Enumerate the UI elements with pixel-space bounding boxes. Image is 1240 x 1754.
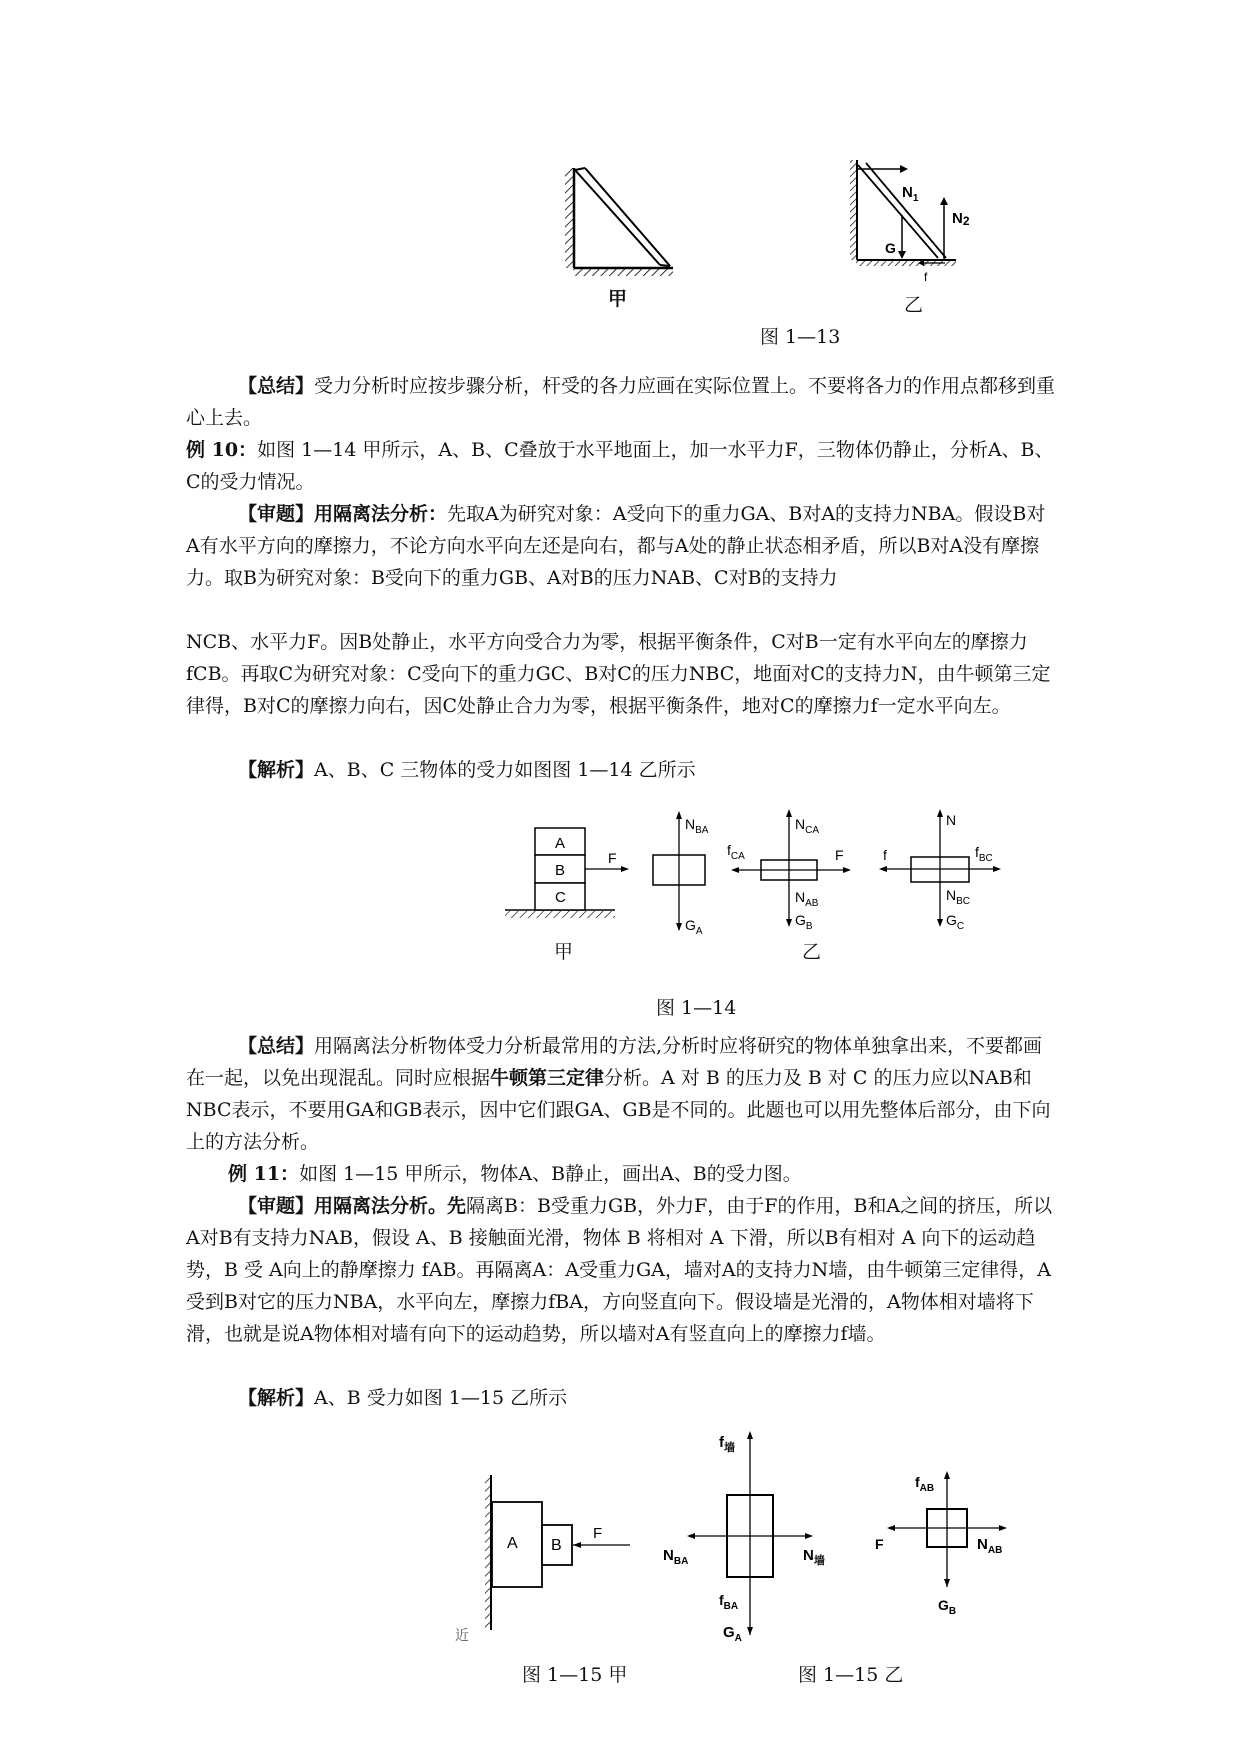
summary-1-text: 受力分析时应按步骤分析，杆受的各力应画在实际位置上。不要将各力的作用点都移到重心上去。 bbox=[186, 375, 1056, 429]
label-n1: $N_1$ bbox=[902, 184, 919, 204]
label-n-c: N bbox=[946, 812, 957, 828]
label-fbc: $f_{BC}$ bbox=[975, 844, 993, 864]
label-nba: $N_{BA}$ bbox=[685, 816, 709, 836]
force-f-15: F bbox=[593, 1525, 603, 1542]
figure-1-13-label-jia: 甲 bbox=[608, 288, 628, 310]
figure-1-14 bbox=[505, 805, 1025, 965]
review-11-bold: 用隔离法分析。先 bbox=[314, 1195, 467, 1217]
label-f-c: f bbox=[883, 847, 887, 863]
label-ga: $G_A$ bbox=[685, 917, 703, 937]
figure-1-15-caption-jia: 图 1—15 甲 bbox=[522, 1664, 628, 1686]
label-fq: $f_墙$ bbox=[719, 1434, 735, 1454]
analysis-11-text: A、B 受力如图 1—15 乙所示 bbox=[314, 1387, 568, 1409]
figure-1-15-jia bbox=[455, 1470, 640, 1650]
summary-1-tag: 【总结】 bbox=[238, 375, 315, 397]
example-10 bbox=[186, 434, 1056, 498]
example-10-text: 如图 1—14 甲所示，A、B、C叠放于水平地面上，加一水平力F，三物体仍静止，分析A、B、C的受力情况。 bbox=[186, 439, 1054, 493]
label-f-15b: F bbox=[875, 1536, 884, 1552]
label-gc: $G_C$ bbox=[946, 912, 965, 932]
label-nba-15: $N_{BA}$ bbox=[663, 1547, 689, 1567]
review-10-text2: NCB、水平力F。因B处静止，水平方向受合力为零，根据平衡条件，C对B一定有水平向左的摩擦力 fCB。再取C为研究对象：C受向下的重力GC、B对C的压力NBC，地面对C的支持力N，由牛顿第三定律得，B对C的摩擦力向右，因C处静止合力为零，根据平衡条件，地对C的摩擦力f一定水平向左。 bbox=[186, 631, 1051, 717]
analysis-10 bbox=[186, 754, 1056, 786]
label-g: G bbox=[885, 240, 896, 256]
label-nq: $N_墙$ bbox=[803, 1547, 825, 1567]
figure-1-14-caption: 图 1—14 bbox=[656, 997, 737, 1019]
example-10-tag: 例 10： bbox=[186, 439, 258, 461]
example-11 bbox=[186, 1158, 1056, 1190]
figure-1-15-yi bbox=[655, 1425, 1040, 1645]
example-11-text: 如图 1—15 甲所示，物体A、B静止，画出A、B的受力图。 bbox=[299, 1163, 802, 1185]
figure-1-13-caption: 图 1—13 bbox=[760, 326, 841, 348]
review-11-text: 隔离B：B受重力GB，外力F，由于F的作用，B和A之间的挤压，所以A对B有支持力NAB，假设 A、B 接触面光滑，物体 B 将相对 A 下滑，所以B有相对 A 向下的运动趋势，B 受 A向上的静摩擦力 fAB。再隔离A：A受重力GA，墙对A的支持力N墙，由牛顿第三定律得，A受到B对它的压力NBA，水平向左，摩擦力fBA，方向竖直向下。假设墙是光滑的，A物体相对墙将下滑，也就是说A物体相对墙有向下的运动趋势，所以墙对A有竖直向上的摩擦力f墙。 bbox=[186, 1195, 1053, 1345]
review-10-text: 先取A为研究对象：A受向下的重力GA、B对A的支持力NBA。假设B对A有水平方向的摩擦力，不论方向水平向左还是向右，都与A处的静止状态相矛盾，所以B对A没有摩擦力。取B为研究对象：B受向下的重力GB、A对B的压力NAB、C对B的支持力 bbox=[186, 503, 1046, 589]
block-a: A bbox=[555, 835, 566, 852]
label-nbc: $N_{BC}$ bbox=[946, 887, 971, 907]
analysis-10-text: A、B、C 三物体的受力如图图 1—14 乙所示 bbox=[314, 759, 696, 781]
label-nab: $N_{AB}$ bbox=[795, 889, 819, 909]
summary-2 bbox=[186, 1030, 1056, 1158]
review-11 bbox=[186, 1190, 1056, 1350]
figure-1-15-caption-yi: 图 1—15 乙 bbox=[798, 1664, 904, 1686]
summary-2-text1: 用隔离法分析物体受力分析最常用的方法,分析时应将研究的物体单独拿出来，不要都画在一起，以免出现混乱。同时应根据 bbox=[186, 1035, 1043, 1089]
example-11-tag: 例 11： bbox=[228, 1163, 300, 1185]
summary-2-bold: 牛顿第三定律 bbox=[490, 1067, 605, 1089]
analysis-10-tag: 【解析】 bbox=[238, 759, 315, 781]
figure-1-13-yi bbox=[850, 155, 990, 285]
force-f-jia: F bbox=[608, 850, 617, 866]
label-f: f bbox=[924, 270, 928, 284]
label-f-b: F bbox=[835, 847, 844, 863]
label-n2: N2 bbox=[952, 210, 970, 228]
label-fab: $f_{AB}$ bbox=[915, 1474, 935, 1494]
block-a-15: A bbox=[507, 1535, 518, 1552]
stray-char: 近 bbox=[455, 1627, 469, 1643]
label-nab-15: $N_{AB}$ bbox=[977, 1536, 1003, 1556]
block-c: C bbox=[555, 889, 566, 906]
review-10 bbox=[186, 498, 1056, 594]
label-gb-15: $G_B$ bbox=[938, 1597, 957, 1617]
review-10-bold: 用隔离法分析： bbox=[314, 503, 448, 525]
analysis-11-tag: 【解析】 bbox=[238, 1387, 315, 1409]
label-fba: $f_{BA}$ bbox=[719, 1592, 739, 1612]
figure-1-14-label-yi: 乙 bbox=[802, 941, 822, 963]
figure-1-13-jia bbox=[565, 150, 715, 300]
block-b-15: B bbox=[551, 1537, 562, 1554]
block-b: B bbox=[555, 862, 566, 879]
figure-1-13-label-yi: 乙 bbox=[904, 294, 924, 316]
summary-2-tag: 【总结】 bbox=[238, 1035, 315, 1057]
label-fca: $f_{CA}$ bbox=[727, 842, 745, 862]
figure-1-14-label-jia: 甲 bbox=[554, 941, 574, 963]
label-gb: $G_B$ bbox=[795, 912, 813, 932]
summary-2-text2: 分析。A 对 B 的压力及 B 对 C 的压力应以NAB和NBC表示，不要用GA和GB表示，因中它们跟GA、GB是不同的。此题也可以用先整体后部分，由下向上的方法分析。 bbox=[186, 1067, 1051, 1153]
label-nca: $N_{CA}$ bbox=[795, 816, 820, 836]
review-10-continued bbox=[186, 626, 1056, 722]
label-ga-15: $G_A$ bbox=[723, 1624, 742, 1644]
summary-1 bbox=[186, 370, 1056, 434]
review-10-tag: 【审题】 bbox=[238, 503, 315, 525]
analysis-11 bbox=[186, 1382, 1056, 1414]
review-11-tag: 【审题】 bbox=[238, 1195, 315, 1217]
